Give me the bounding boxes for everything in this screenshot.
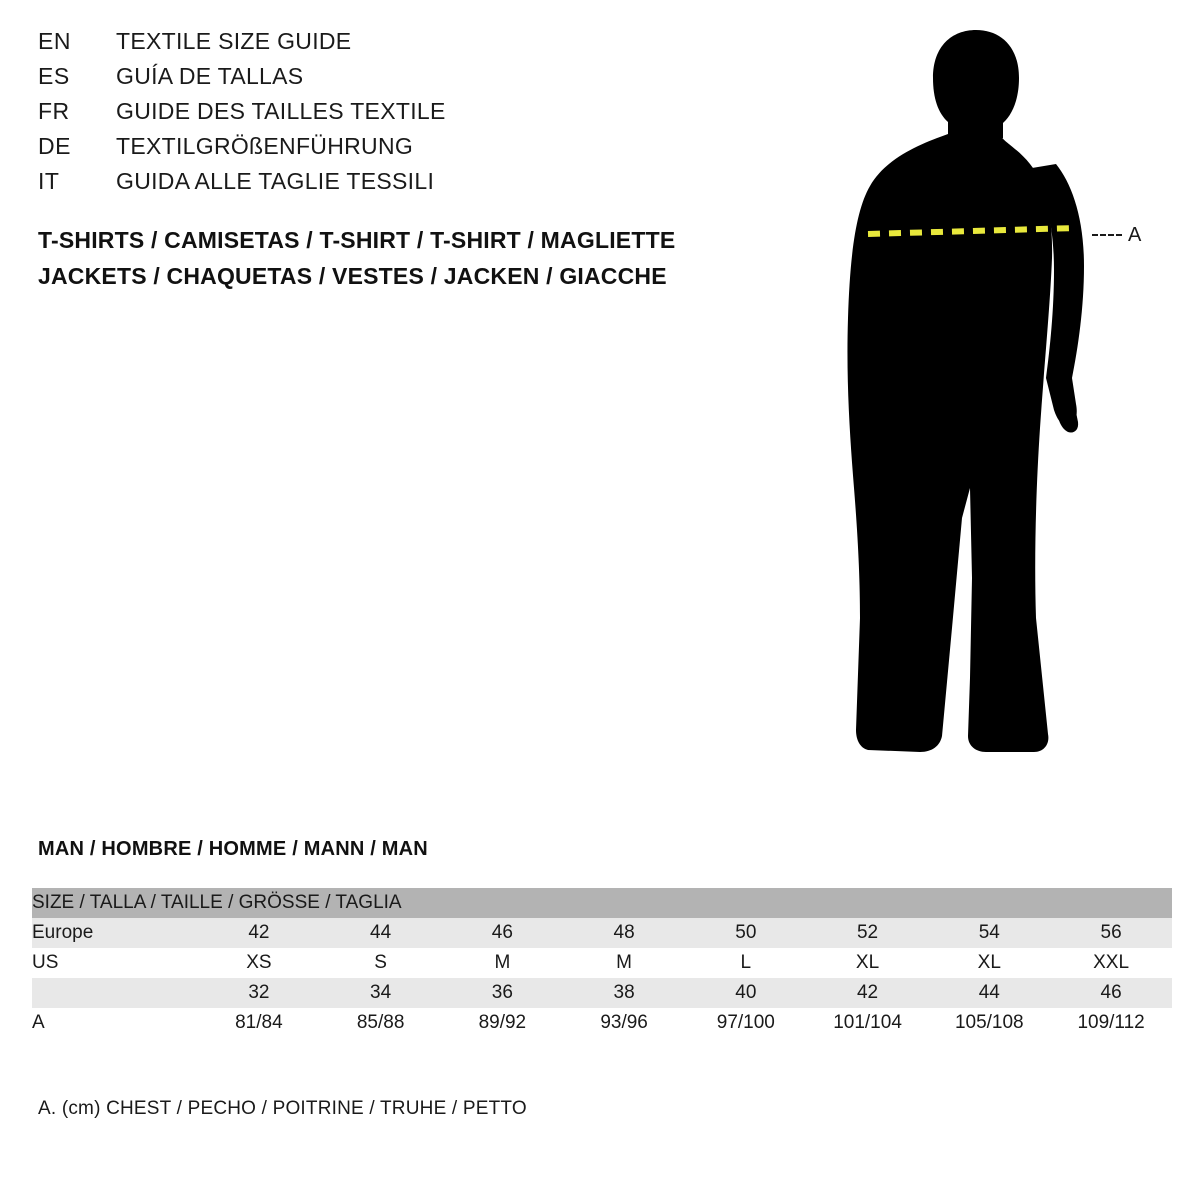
cell-a-4: 97/100 [716, 1012, 775, 1033]
language-row [38, 98, 738, 133]
table-row [32, 918, 1172, 948]
cell-a-7: 109/112 [1077, 1012, 1145, 1033]
cell-a-6: 105/108 [954, 1012, 1024, 1033]
language-code: FR [38, 98, 70, 124]
language-row [38, 28, 738, 63]
language-row [38, 133, 738, 168]
cell-europe-7: 56 [1100, 922, 1122, 943]
callout-dash-line [1092, 234, 1122, 236]
cell-us-6: XL [977, 952, 1001, 973]
language-code: IT [38, 168, 60, 194]
cell-a-1: 85/88 [356, 1012, 405, 1033]
row-label-europe: Europe [32, 922, 94, 943]
cell-numeric-6: 44 [978, 982, 1000, 1003]
cell-europe-6: 54 [978, 922, 1000, 943]
cell-numeric-5: 42 [856, 982, 879, 1003]
language-title: GUÍA DE TALLAS [116, 63, 304, 89]
language-title: GUIDE DES TAILLES TEXTILE [116, 98, 446, 124]
language-code: ES [38, 63, 70, 89]
language-title: TEXTILE SIZE GUIDE [116, 28, 352, 54]
language-row [38, 168, 738, 203]
cell-numeric-1: 34 [370, 982, 392, 1003]
cell-a-5: 101/104 [833, 1012, 902, 1033]
cell-numeric-0: 32 [248, 982, 270, 1003]
man-section-title: MAN / HOMBRE / HOMME / MANN / MAN [38, 838, 428, 860]
cell-us-2: M [494, 952, 511, 973]
category-jackets: JACKETS / CHAQUETAS / VESTES / JACKEN / GIACCHE [38, 263, 667, 289]
cell-numeric-2: 36 [491, 982, 513, 1003]
row-label-numeric [32, 978, 198, 1008]
row-label-us: US [32, 952, 59, 973]
callout-label-a: A [1128, 224, 1142, 246]
cell-us-3: M [616, 952, 632, 973]
language-title: TEXTILGRÖßENFÜHRUNG [116, 133, 414, 159]
table-row [32, 948, 1172, 978]
cell-europe-1: 44 [370, 922, 392, 943]
language-row [38, 63, 738, 98]
cell-numeric-4: 40 [735, 982, 757, 1003]
table-header-row [32, 888, 1172, 918]
table-row [32, 1008, 1172, 1038]
cell-a-3: 93/96 [600, 1012, 648, 1033]
cell-europe-0: 42 [248, 922, 270, 943]
language-code: DE [38, 133, 71, 159]
cell-europe-3: 48 [613, 922, 635, 943]
cell-us-5: XL [855, 952, 880, 973]
category-list [38, 222, 675, 294]
cell-europe-4: 50 [735, 922, 757, 943]
table-row [32, 978, 1172, 1008]
language-title: GUIDA ALLE TAGLIE TESSILI [116, 168, 435, 194]
cell-us-7: XXL [1093, 952, 1130, 973]
cell-a-0: 81/84 [235, 1012, 283, 1033]
table-footnote: A. (cm) CHEST / PECHO / POITRINE / TRUHE / PETTO [38, 1098, 527, 1119]
row-label-a: A [32, 1012, 45, 1033]
language-code: EN [38, 28, 71, 54]
table-header-label: SIZE / TALLA / TAILLE / GRÖSSE / TAGLIA [32, 892, 402, 913]
cell-a-2: 89/92 [478, 1012, 527, 1033]
cell-europe-2: 46 [491, 922, 513, 943]
category-tshirts: T-SHIRTS / CAMISETAS / T-SHIRT / T-SHIRT / MAGLIETTE [38, 227, 676, 253]
size-table [32, 888, 1172, 1038]
cell-numeric-3: 38 [613, 982, 635, 1003]
cell-us-0: XS [246, 952, 272, 973]
cell-us-4: L [740, 952, 752, 973]
cell-us-1: S [374, 952, 387, 973]
cell-europe-5: 52 [856, 922, 879, 943]
cell-numeric-7: 46 [1100, 982, 1122, 1003]
male-silhouette-figure [820, 18, 1180, 788]
language-list [38, 28, 738, 203]
